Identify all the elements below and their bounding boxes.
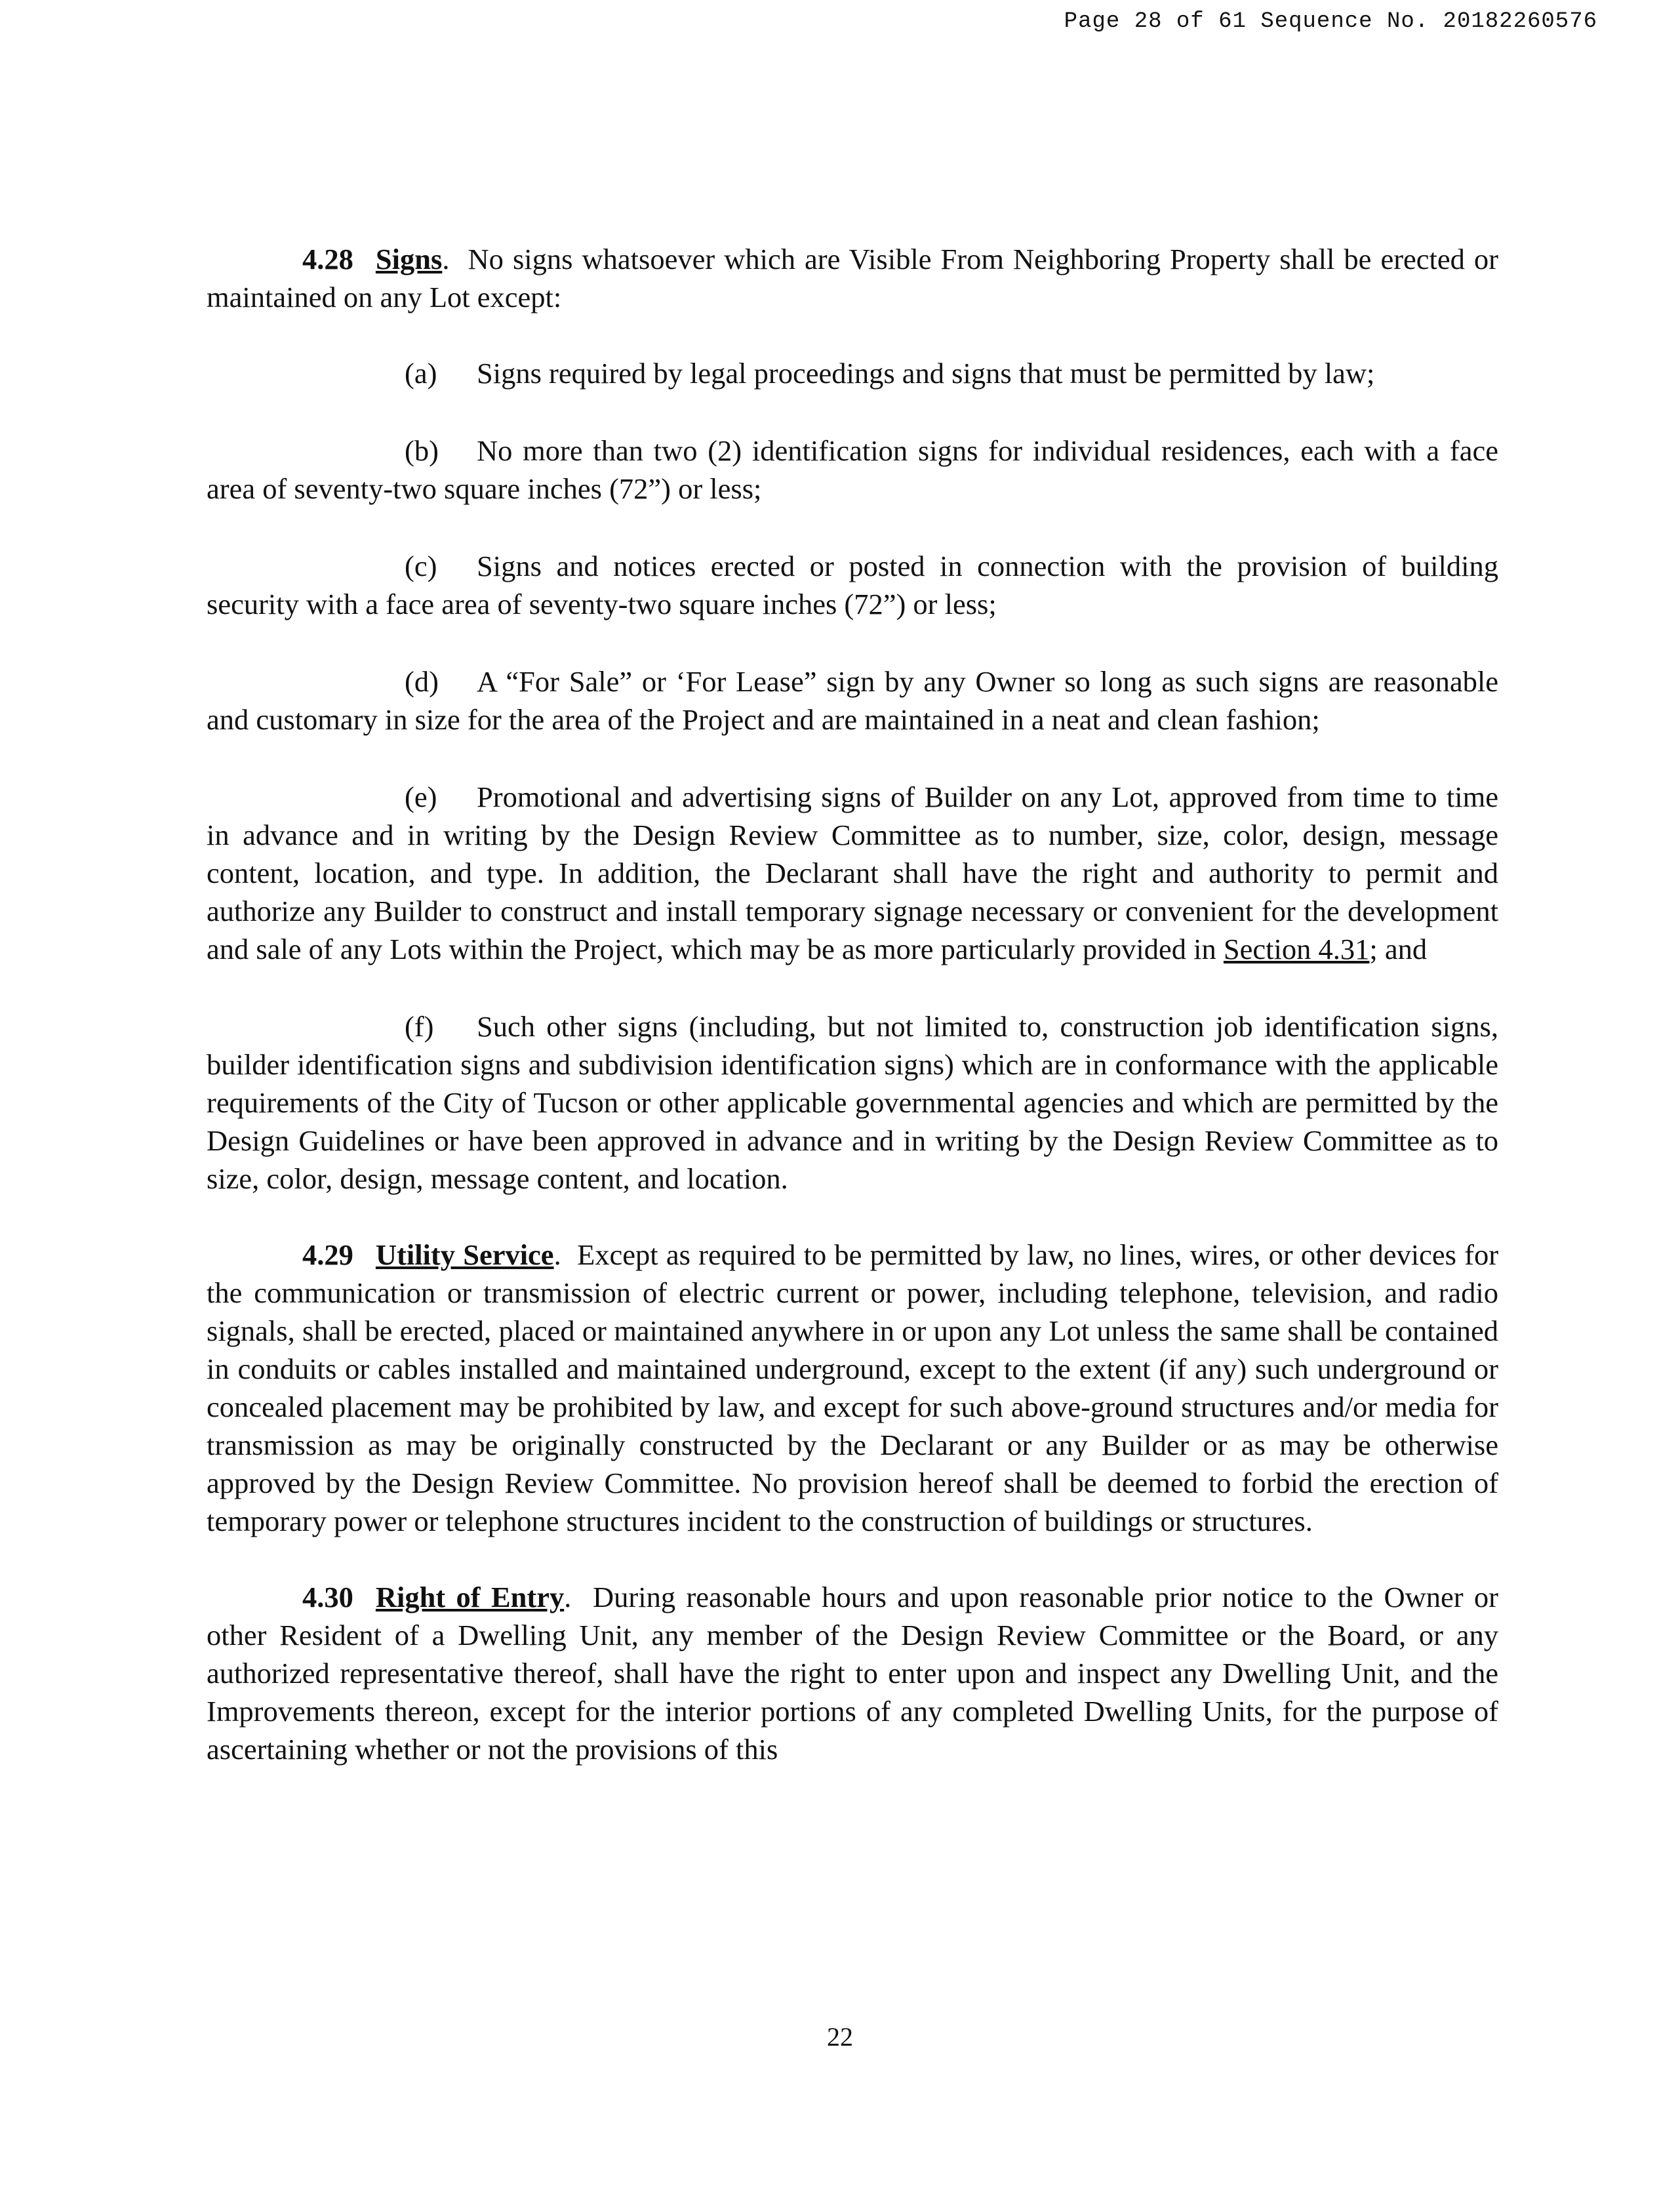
sign-item-d: [207, 662, 1498, 739]
section-text: During reasonable hours and upon reasonable prior notice to the Owner or other Resident of a Dwelling Unit, any member of the Design Review Committee or the Board, or any authorized representative thereof, shall have the right to enter upon and inspect any Dwelling Unit, and the Improvements thereon, except for the interior portions of any completed Dwelling Units, for the purpose of ascertaining whether or not the provisions of this: [207, 1581, 1498, 1766]
section-number: 4.30: [302, 1581, 353, 1613]
item-text: Such other signs (including, but not limited to, construction job identification signs, builder identification signs and subdivision identification signs) which are in conformance with the applicable requirements of the City of Tucson or other applicable governmental agencies and which are permitted by the Design Guidelines or have been approved in advance and in writing by the Design Review Committee as to size, color, design, message content, and location.: [207, 1010, 1498, 1195]
item-text: A “For Sale” or ‘For Lease” sign by any Owner so long as such signs are reasonable and customary in size for the area of the Project and are maintained in a neat and clean fashion;: [207, 665, 1498, 736]
item-label: (a): [405, 357, 437, 390]
item-label: (f): [405, 1010, 434, 1043]
sign-item-a: [207, 354, 1498, 392]
section-heading: Signs: [375, 243, 443, 275]
item-text: Promotional and advertising signs of Builder on any Lot, approved from time to time in advance and in writing by the Design Review Committee as to number, size, color, design, message content, location, and type. In addition, the Declarant shall have the right and authority to permit and authorize any Builder to construct and install temporary signage necessary or convenient for the development and sale of any Lots within the Project, which may be as more particularly provided in: [207, 780, 1498, 965]
page-header-sequence: Page 28 of 61 Sequence No. 20182260576: [1064, 9, 1597, 34]
item-label: (d): [405, 665, 439, 698]
item-label: (e): [405, 780, 437, 813]
section-4-29: 4.29 Utility Service. Except as required to be permitted by law, no lines, wires, or other devices for the communication or transmission of electric current or power, including telephone, television, and radio signals, shall be erected, placed or maintained anywhere in or upon any Lot unless the same shall be contained in conduits or cables installed and maintained underground, except to the extent (if any) such underground or concealed placement may be prohibited by law, and except for such above-ground structures and/or media for transmission as may be originally constructed by the Declarant or any Builder or as may be otherwise approved by the Design Review Committee. No provision hereof shall be deemed to forbid the erection of temporary power or telephone structures incident to the construction of buildings or structures.: [207, 1238, 1499, 1537]
section-text: No signs whatsoever which are Visible From Neighboring Property shall be erected or maintained on any Lot except:: [207, 243, 1498, 314]
page-number: 22: [827, 2022, 853, 2052]
sign-item-c: [207, 547, 1498, 623]
sign-item-b: [207, 432, 1498, 508]
item-text: Signs and notices erected or posted in connection with the provision of building security with a face area of seventy-two square inches (72”) or less;: [207, 550, 1498, 620]
section-heading: Utility Service: [375, 1238, 554, 1271]
document-body: [207, 240, 1498, 1768]
item-label: (b): [405, 434, 439, 467]
item-text: No more than two (2) identification signs for individual residences, each with a face area of seventy-two square inches (72”) or less;: [207, 434, 1498, 505]
section-number: 4.29: [302, 1238, 353, 1271]
section-text: Except as required to be permitted by law, no lines, wires, or other devices for the communication or transmission of electric current or power, including telephone, television, and radio signals, shall be erected, placed or maintained anywhere in or upon any Lot unless the same shall be contained in conduits or cables installed and maintained underground, except to the extent (if any) such underground or concealed placement may be prohibited by law, and except for such above-ground structures and/or media for transmission as may be originally constructed by the Declarant or any Builder or as may be otherwise approved by the Design Review Committee. No provision hereof shall be deemed to forbid the erection of temporary power or telephone structures incident to the construction of buildings or structures.: [207, 1238, 1499, 1537]
section-number: 4.28: [302, 243, 353, 275]
section-4-31-reference: Section 4.31: [1223, 933, 1370, 965]
section-4-30: 4.30 Right of Entry. During reasonable hours and upon reasonable prior notice to the Owner or other Resident of a Dwelling Unit, any member of the Design Review Committee or the Board, or any authorized representative thereof, shall have the right to enter upon and inspect any Dwelling Unit, and the Improvements thereon, except for the interior portions of any completed Dwelling Units, for the purpose of ascertaining whether or not the provisions of this: [207, 1581, 1498, 1766]
item-text: Signs required by legal proceedings and signs that must be permitted by law;: [477, 357, 1375, 390]
item-label: (c): [405, 550, 437, 582]
section-heading: Right of Entry: [375, 1581, 565, 1613]
section-4-28-intro: 4.28 Signs. No signs whatsoever which are Visible From Neighboring Property shall be erected or maintained on any Lot except:: [207, 243, 1498, 314]
sign-item-e: [207, 778, 1498, 968]
item-text-tail: ; and: [1369, 933, 1428, 965]
sign-item-f: [207, 1007, 1498, 1198]
